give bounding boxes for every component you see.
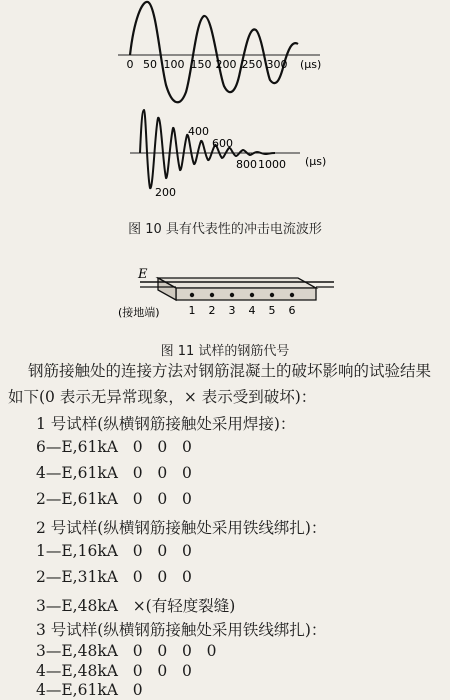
rebar-point xyxy=(230,293,234,297)
sample-1-title: 1 号试样(纵横钢筋接触处采用焊接)： xyxy=(36,415,296,433)
wave2-label-800: 800 xyxy=(236,158,257,171)
rebar-point xyxy=(250,293,254,297)
intro-line-1: 钢筋接触处的连接方法对钢筋混凝土的破坏影响的试验结果 xyxy=(28,362,432,380)
sample-3-title: 3 号试样(纵横钢筋接触处采用铁线绑扎)： xyxy=(36,621,327,639)
wave1-tick: 200 xyxy=(215,58,237,71)
wave1-curve xyxy=(130,2,298,102)
e-label: E xyxy=(138,267,148,282)
intro-line-2: 如下(0 表示无异常现象，× 表示受到破坏)： xyxy=(8,388,317,406)
sample-1-row: 4—E,61kA 0 0 0 xyxy=(36,464,192,482)
slab-front xyxy=(176,288,316,300)
wave2-curve xyxy=(140,110,275,188)
sample-2-row: 2—E,31kA 0 0 0 xyxy=(36,568,192,586)
sample-3-row: 3—E,48kA 0 0 0 0 xyxy=(36,642,217,660)
sample-3-row: 4—E,61kA 0 xyxy=(36,681,143,699)
intro-paragraph xyxy=(8,358,438,410)
wave1-tick: 250 xyxy=(241,58,263,71)
wave1-tick: 50 xyxy=(143,58,157,71)
rebar-number: 4 xyxy=(248,304,256,317)
sample-2-row: 1—E,16kA 0 0 0 xyxy=(36,542,192,560)
figure-10-caption: 图 10 具有代表性的冲击电流波形 xyxy=(128,222,322,237)
figure-11-caption: 图 11 试样的钢筋代号 xyxy=(160,344,290,359)
figure-11-rebar-specimen xyxy=(0,258,450,338)
rebar-point xyxy=(270,293,274,297)
figure-10-waveforms xyxy=(0,0,450,200)
rebar-number: 5 xyxy=(268,304,276,317)
sample-1-row: 2—E,61kA 0 0 0 xyxy=(36,490,192,508)
rebar-number: 3 xyxy=(228,304,236,317)
wave2-unit: (μs) xyxy=(305,155,327,168)
rebar-point xyxy=(210,293,214,297)
wave1-tick: 150 xyxy=(190,58,212,71)
sample-1-row: 6—E,61kA 0 0 0 xyxy=(36,438,192,456)
slab-top xyxy=(158,278,316,288)
rebar-number: 2 xyxy=(208,304,216,317)
sample-2-title: 2 号试样(纵横钢筋接触处采用铁线绑扎)： xyxy=(36,519,327,537)
wave2-label-200: 200 xyxy=(155,186,176,199)
sample-3-row: 4—E,48kA 0 0 0 xyxy=(36,662,192,680)
sample-2-row: 3—E,48kA ×(有轻度裂缝) xyxy=(36,597,236,615)
ground-label: (接地端) xyxy=(118,306,160,319)
wave1-tick: 100 xyxy=(163,58,185,71)
wave1-unit: (μs) xyxy=(300,58,322,71)
rebar-point xyxy=(290,293,294,297)
wave1-tick: 0 xyxy=(126,58,134,71)
rebar-number: 6 xyxy=(288,304,296,317)
wave2-label-600: 600 xyxy=(212,137,233,150)
wave2-label-1000: 1000 xyxy=(258,158,286,171)
wave2-label-400: 400 xyxy=(188,125,209,138)
rebar-number: 1 xyxy=(188,304,196,317)
rebar-point xyxy=(190,293,194,297)
wave1-tick: 300 xyxy=(266,58,288,71)
